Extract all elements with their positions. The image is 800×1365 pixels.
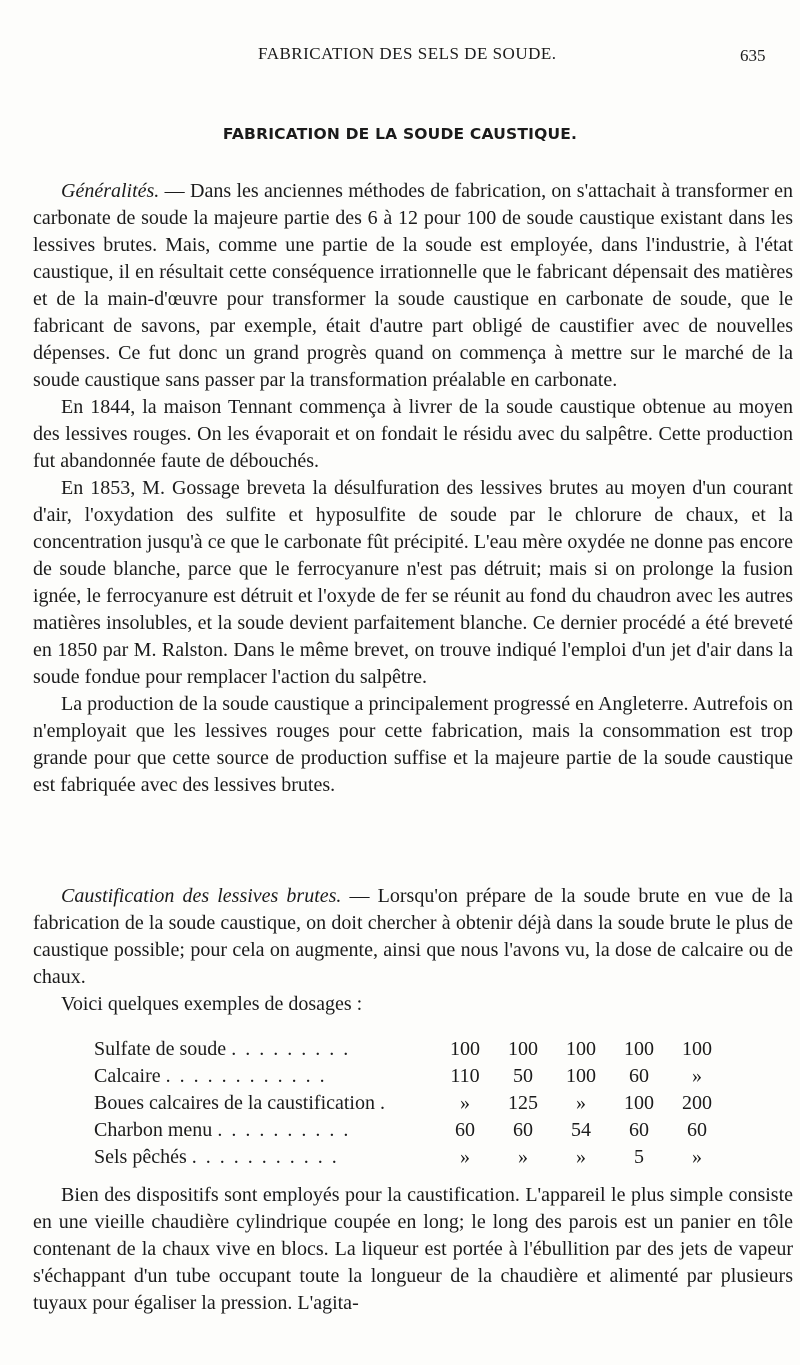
- paragraph-1844: En 1844, la maison Tennant commença à livrer de la soude caustique obtenue au moyen des lessives rouges. On les évaporait et on fondait le résidu avec du salpêtre. Cette production fut abandonnée faute de débouchés.: [33, 396, 793, 472]
- table-cell: 100: [508, 1038, 538, 1060]
- paragraph-generalites: [33, 178, 793, 394]
- paragraph-text: — Lorsqu'on prépare de la soude brute en vue de la fabrication de la soude caustique, on doit chercher à obtenir déjà dans la soude brute le plus de caustique possible; pour cela on augmente, ainsi que nous l'avons vu, la dose de calcaire ou de chaux.: [33, 885, 794, 988]
- table-cell: 100: [566, 1065, 596, 1087]
- table-cell: 100: [624, 1092, 654, 1114]
- table-cell: »: [460, 1146, 470, 1168]
- table-cell: 60: [629, 1119, 649, 1141]
- table-cell: 60: [687, 1119, 707, 1141]
- row-label: Calcaire . . . . . . . . . . . .: [94, 1065, 327, 1087]
- text-block-caustification: [33, 883, 793, 1018]
- paragraph-heading: Caustification des lessives brutes.: [61, 885, 342, 907]
- table-cell: 60: [455, 1119, 475, 1141]
- running-head: FABRICATION DES SELS DE SOUDE.: [258, 44, 557, 63]
- table-cell: 60: [629, 1065, 649, 1087]
- paragraph-dispositifs: Bien des dispositifs sont employés pour la caustification. L'appareil le plus simple consiste en une vieille chaudière cylindrique coupée en long; le long des parois est un panier en tôle contenant de la chaux vive en blocs. La liqueur est portée à l'ébullition par des jets de vapeur s'échappant d'un tube occupant toute la longueur de la chaudière et alimenté par plusieurs tuyaux pour égaliser la pression. L'agita-: [33, 1184, 793, 1314]
- row-label: Sulfate de soude . . . . . . . . .: [94, 1038, 351, 1060]
- table-cell: 60: [513, 1119, 533, 1141]
- table-row: [94, 1036, 726, 1063]
- table-row: [94, 1117, 726, 1144]
- table-cell: 125: [508, 1092, 538, 1114]
- paragraph-heading: Généralités.: [61, 180, 160, 202]
- table-cell: »: [692, 1065, 702, 1087]
- paragraph-text: — Dans les anciennes méthodes de fabrication, on s'attachait à transformer en carbonate de soude la majeure partie des 6 à 12 pour 100 de soude caustique existant dans les lessives brutes. Mais, comme une partie de la soude est employée, dans l'industrie, à l'état caustique, il en résultait cette conséquence irrationnelle que le fabricant dépensait des matières et de la main-d'œuvre pour transformer la soude caustique en carbonate de soude, que le fabricant de savons, par exemple, était d'autre part obligé de caustifier avec de nouvelles dépenses. Ce fut donc un grand progrès quand on commença à mettre sur le marché de la soude caustique sans passer par la transformation préalable en carbonate.: [33, 180, 793, 391]
- table-cell: »: [576, 1146, 586, 1168]
- table-cell: 54: [571, 1119, 591, 1141]
- table-row: [94, 1144, 726, 1171]
- table-cell: »: [576, 1092, 586, 1114]
- table-cell: 50: [513, 1065, 533, 1087]
- row-label: Boues calcaires de la caustification .: [94, 1092, 387, 1114]
- section-title: FABRICATION DE LA SOUDE CAUSTIQUE.: [222, 125, 578, 143]
- table-cell: 200: [682, 1092, 712, 1114]
- paragraph-1853: En 1853, M. Gossage breveta la désulfuration des lessives brutes au moyen d'un courant d'air, l'oxydation des sulfite et hyposulfite de soude par le chlorure de chaux, et la concentration jusqu'à ce que le carbonate fût précipité. L'eau mère oxydée ne donne pas encore de soude blanche, parce que le ferrocyanure n'est pas détruit; mais si on prolonge la fusion ignée, le ferrocyanure est détruit et l'oxyde de fer se réunit au fond du chaudron avec les autres matières insolubles, et la soude devient parfaitement blanche. Ce dernier procédé a été breveté en 1850 par M. Ralston. Dans le même brevet, on trouve indiqué l'emploi d'un jet d'air dans la soude fondue pour remplacer l'action du salpêtre.: [33, 477, 793, 688]
- table-cell: 5: [634, 1146, 644, 1168]
- table-cell: »: [518, 1146, 528, 1168]
- table-cell: »: [692, 1146, 702, 1168]
- row-label: Charbon menu . . . . . . . . . .: [94, 1119, 351, 1141]
- table-cell: 110: [450, 1065, 480, 1087]
- table-row: [94, 1063, 726, 1090]
- table-cell: »: [460, 1092, 470, 1114]
- table-row: [94, 1090, 726, 1117]
- table-cell: 100: [624, 1038, 654, 1060]
- table-cell: 100: [566, 1038, 596, 1060]
- table-cell: 100: [682, 1038, 712, 1060]
- text-block-main: [33, 178, 793, 799]
- paragraph-caustification: [33, 883, 793, 991]
- row-label: Sels pêchés . . . . . . . . . . .: [94, 1146, 339, 1168]
- dosage-table: [94, 1036, 726, 1171]
- paragraph-production: La production de la soude caustique a principalement progressé en Angleterre. Autrefois on n'employait que les lessives rouges pour cette fabrication, mais la consommation est trop grande pour que cette source de production suffise et la majeure partie de la soude caustique est fabriquée avec des lessives brutes.: [33, 693, 793, 796]
- page-number: 635: [740, 46, 766, 65]
- table-cell: 100: [450, 1038, 480, 1060]
- text-block-dispositifs: [33, 1182, 793, 1317]
- paragraph-dosages-intro: Voici quelques exemples de dosages :: [61, 993, 363, 1015]
